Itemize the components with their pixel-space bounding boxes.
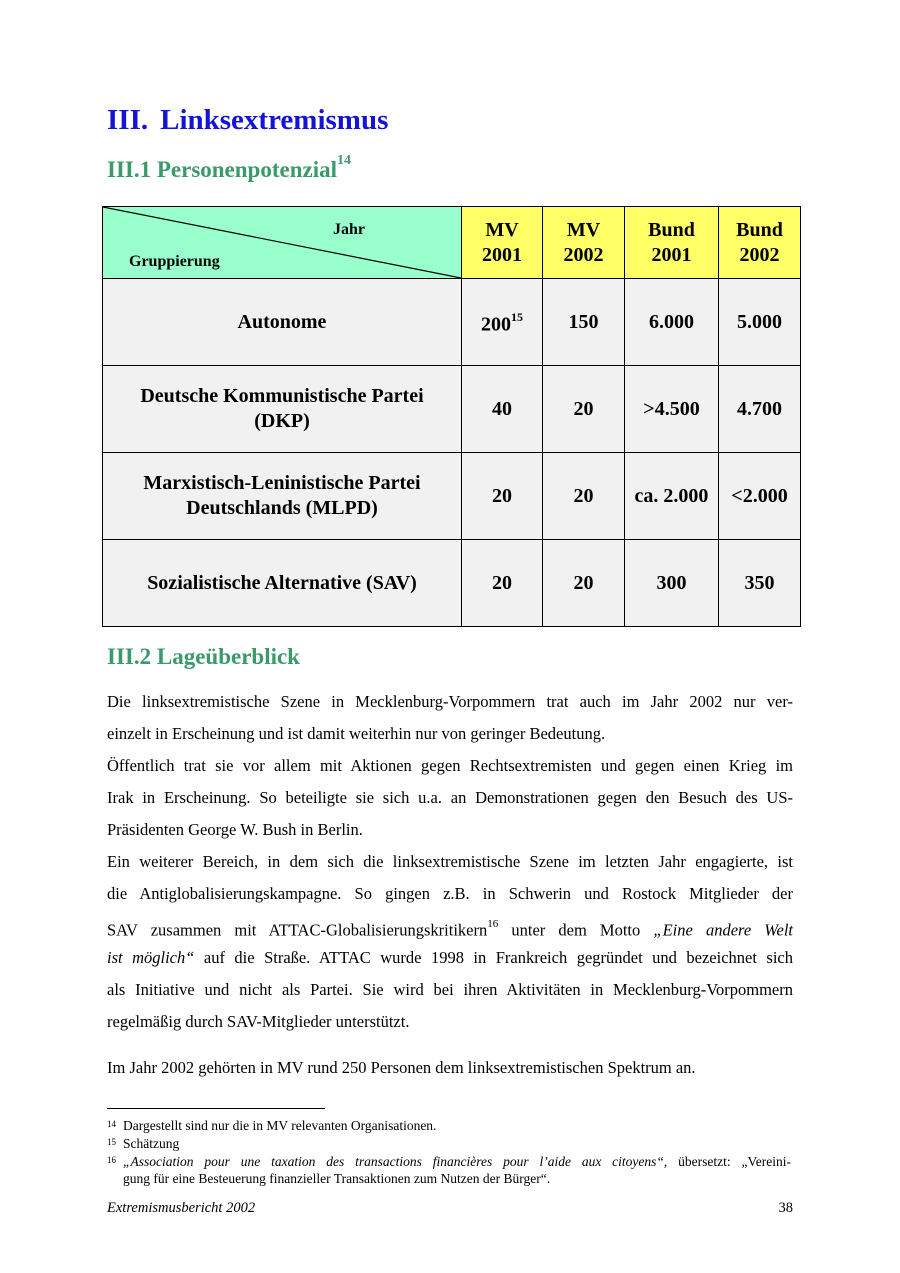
footnote-16: 16 „Association pour une taxation des transactions financières pour l’aide aux citoyens“, übersetzt: „Vereini- gung für eine Besteuerung finanzieller Transaktionen zum Nutzen der Bürger“. (107, 1154, 791, 1186)
body-paragraph: Die linksextremistische Szene in Mecklenburg-Vorpommern trat auch im Jahr 2002 nur ver- einzelt in Erscheinung und ist damit weiterhin nur von geringer Bedeutung. Öffentlich trat sie vor allem mit Aktionen gegen Rechtsextremisten und gegen einen Krieg im Irak in Erscheinung. So beteiligte sie sich u.a. an Demonstrationen gegen den Besuch des US- Präsidenten George W. Bush in Berlin. Ein weiterer Bereich, in dem sich die linksextremistische Szene im letzten Jahr engagierte, ist die Antiglobalisierungskampagne. So gingen z.B. in Schwerin und Rostock Mitglieder der SAV zusammen mit ATTAC-Globalisierungskritikern$^{16}$ unter dem Motto „Eine andere Welt ist möglich“ auf die Straße. ATTAC wurde 1998 in Frankreich gegründet und bezeichnet sich als Initiative und nicht als Partei. Sie wird bei ihren Aktivitäten in Mecklenburg-Vorpommern regelmäßig durch SAV-Mitglieder unterstützt. (107, 692, 793, 1031)
value-bund-2002: <2.000 (719, 453, 801, 540)
group-name: Sozialistische Alternative (SAV) (103, 540, 462, 627)
value-bund-2002: 350 (719, 540, 801, 627)
value-bund-2002: 5.000 (719, 279, 801, 366)
value-mv-2002: 20 (543, 366, 625, 453)
group-name: Deutsche Kommunistische Partei (DKP) (103, 366, 462, 453)
column-header: Bund 2001 (625, 207, 719, 279)
section-heading-personenpotenzial: III.1 Personenpotenzial$^{14}$ (107, 153, 351, 182)
value-bund-2001: 6.000 (625, 279, 719, 366)
value-mv-2002: 150 (543, 279, 625, 366)
value-mv-2001: 20 (462, 540, 543, 627)
value-mv-2002: 20 (543, 540, 625, 627)
column-header: MV 2001 (462, 207, 543, 279)
chapter-title: Linksextremismus (160, 104, 389, 136)
value-mv-2001: 200$^{15}$ (462, 279, 543, 366)
table-row (103, 279, 801, 366)
table-row (103, 366, 801, 453)
summary-paragraph: Im Jahr 2002 gehörten in MV rund 250 Personen dem linksextremistischen Spektrum an. (107, 1058, 696, 1077)
footnote-separator (107, 1108, 325, 1109)
section-heading-lageueberblick: III.2 Lageüberblick (107, 644, 300, 669)
value-mv-2001: 40 (462, 366, 543, 453)
chapter-heading (107, 104, 388, 137)
value-bund-2001: >4.500 (625, 366, 719, 453)
chapter-number: III. (107, 104, 149, 136)
group-name: Marxistisch-Leninistische Partei Deutschlands (MLPD) (103, 453, 462, 540)
footnote-ref-16: 16 (487, 918, 499, 930)
value-mv-2001: 20 (462, 453, 543, 540)
page-number: 38 (778, 1200, 793, 1216)
footnote-ref-14: 14 (337, 153, 351, 169)
value-bund-2001: ca. 2.000 (625, 453, 719, 540)
footer-title: Extremismusbericht 2002 (107, 1200, 256, 1216)
group-name: Autonome (103, 279, 462, 366)
value-bund-2002: 4.700 (719, 366, 801, 453)
column-header: Bund 2002 (719, 207, 801, 279)
column-header: MV 2002 (543, 207, 625, 279)
personenpotenzial-table (102, 206, 801, 627)
table-row (103, 453, 801, 540)
value-bund-2001: 300 (625, 540, 719, 627)
footnote-14: 14 Dargestellt sind nur die in MV relevanten Organisationen. (107, 1118, 437, 1133)
table-corner-cell (103, 207, 462, 279)
corner-label-jahr: Jahr (333, 221, 365, 238)
footnote-ref-15: 15 (511, 309, 523, 324)
value-mv-2002: 20 (543, 453, 625, 540)
table-header-row (103, 207, 801, 279)
corner-label-gruppierung: Gruppierung (129, 253, 220, 270)
footnote-15: 15 Schätzung (107, 1136, 180, 1151)
table-row (103, 540, 801, 627)
